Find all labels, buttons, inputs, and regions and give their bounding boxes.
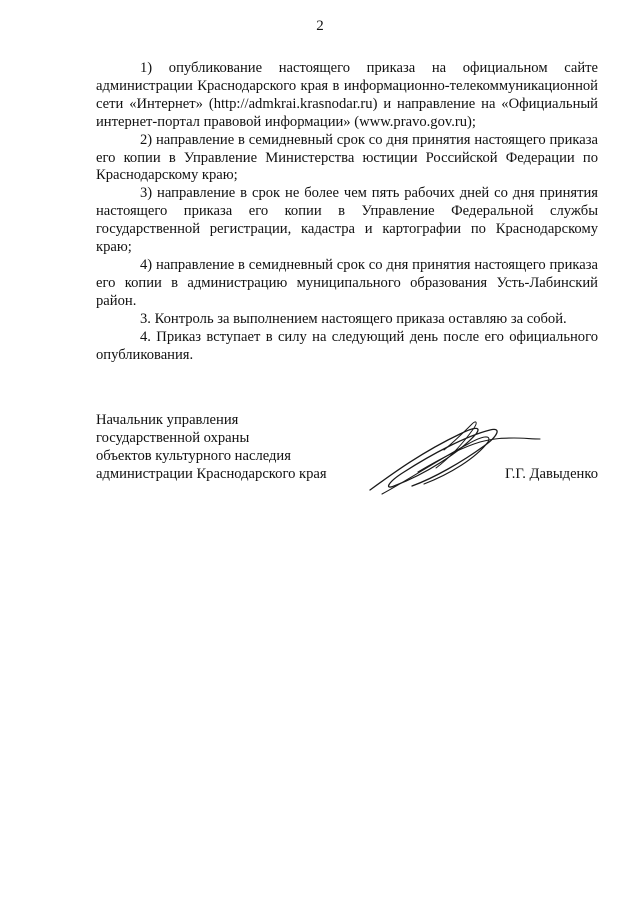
handwritten-signature xyxy=(364,414,544,496)
paragraph-entry-into-force: 4. Приказ вступает в силу на следующий день после его официального опубликования. xyxy=(96,328,598,363)
paragraph-rosreestr: 3) направление в срок не более чем пять рабочих дней со дня принятия настоящего приказа его копии в Управление Федеральной службы государственной регистрации, кадастра и картографии по Краснодарскому краю; xyxy=(96,185,598,256)
page-number: 2 xyxy=(316,18,324,34)
paragraph-control-clause: 3. Контроль за выполнением настоящего приказа оставляю за собой. xyxy=(140,310,567,327)
document-body xyxy=(96,60,598,364)
signer-position-line: администрации Краснодарского края xyxy=(96,465,327,482)
signer-position-line: государственной охраны xyxy=(96,429,250,446)
paragraph-ministry-of-justice: 2) направление в семидневный срок со дня принятия настоящего приказа его копии в Управление Министерства юстиции Российской Федерации по Краснодарскому краю; xyxy=(96,131,598,184)
signer-position-line: объектов культурного наследия xyxy=(96,447,291,464)
signer-position-line: Начальник управления xyxy=(96,412,239,428)
signer-position xyxy=(96,412,327,484)
signature-stroke xyxy=(370,428,497,490)
signature-block xyxy=(96,412,598,502)
paragraph-municipal-administration: 4) направление в семидневный срок со дня принятия настоящего приказа его копии в администрацию муниципального образования Усть-Лабинский район. xyxy=(96,256,598,309)
paragraph-publication: 1) опубликование настоящего приказа на официальном сайте администрации Краснодарского края в информационно-телекоммуникационной сети «Интернет» (http://admkrai.krasnodar.ru) и направление на «Официальный интернет-портал правовой информации» (www.pravo.gov.ru); xyxy=(96,60,598,130)
signer-name: Г.Г. Давыденко xyxy=(504,465,598,482)
